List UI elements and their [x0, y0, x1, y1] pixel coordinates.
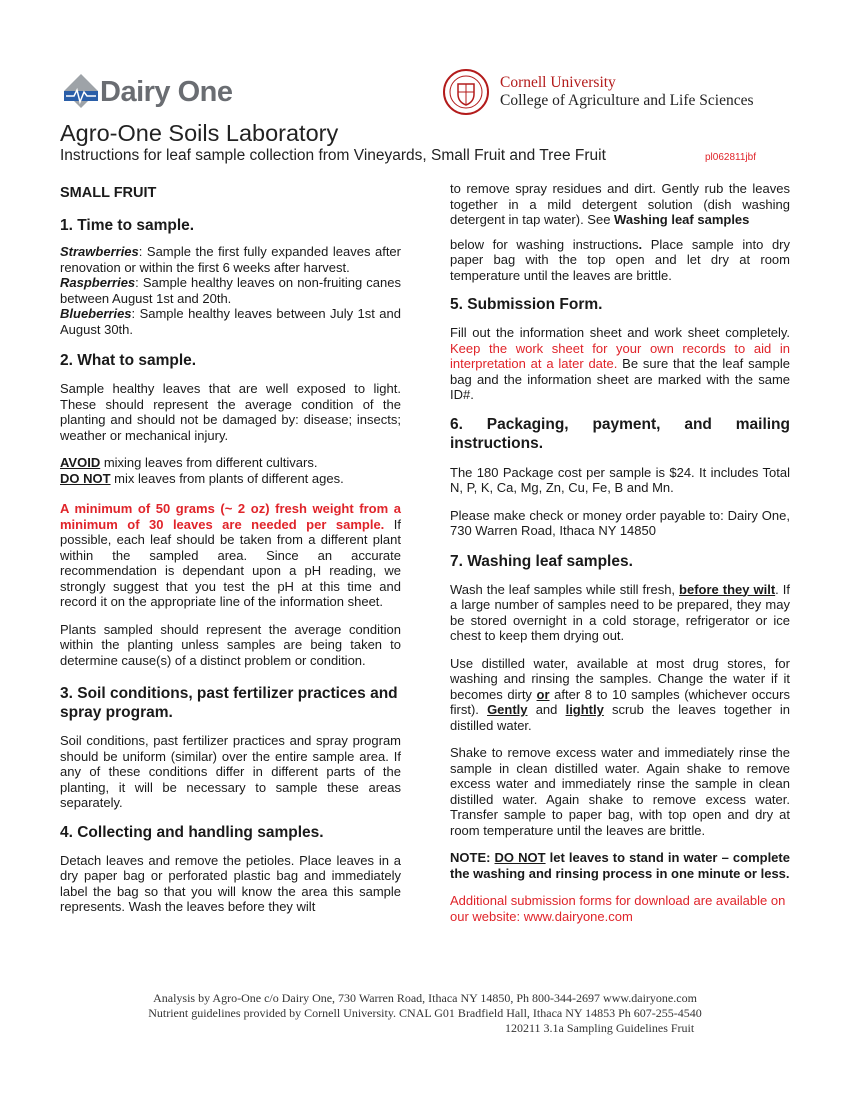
distilled-water-paragraph — [450, 656, 790, 734]
raspberries-paragraph — [60, 275, 401, 306]
payment-paragraph: Please make check or money order payable to: Dairy One, 730 Warren Road, Ithaca NY 14850 — [450, 507, 790, 538]
minimum-sample-text: If possible, each leaf should be taken from a different plant within the sampled area. Since an accurate recommendation is dependant upon a pH reading, we strongly suggest that you test the pH at this time and record it on the appropriate line of the information sheet. — [60, 516, 401, 609]
footer-line-1: Analysis by Agro-One c/o Dairy One, 730 Warren Road, Ithaca NY 14850, Ph 800-344-2697 www.dairyone.com — [153, 991, 697, 1005]
document-id: pl062811jbf — [705, 152, 756, 163]
footer-line-3: 120211 3.1a Sampling Guidelines Fruit — [505, 1021, 695, 1035]
blueberries-paragraph — [60, 306, 401, 337]
additional-forms-note: Additional submission forms for download are available on our website: www.dairyone.com — [450, 893, 786, 924]
heading-soil-conditions: 3. Soil conditions, past fertilizer practices and spray program. — [60, 685, 398, 721]
washing-reference: Washing leaf samples — [614, 212, 750, 227]
before-they-wilt: before they wilt — [679, 581, 776, 597]
note-label: NOTE: — [450, 850, 495, 865]
package-cost-paragraph: The 180 Package cost per sample is $24. It includes Total N, P, K, Ca, Mg, Zn, Cu, Fe, B and Mn. — [450, 464, 790, 495]
blueberries-label: Blueberries — [60, 306, 132, 321]
heading-packaging: 6. Packaging, payment, and mailing instructions. — [450, 415, 790, 452]
heading-time-to-sample: 1. Time to sample. — [60, 217, 195, 234]
strawberries-label: Strawberries — [60, 244, 139, 259]
collecting-samples-paragraph: Detach leaves and remove the petioles. Place leaves in a dry paper bag or perforated plastic bag and immediately label the bag so that you will know the area this sample represents. Wash the leaves before they wilt — [60, 852, 401, 914]
rinse-paragraph: Shake to remove excess water and immediately rinse the sample in clean distilled water. Again shake to remove excess water and immediately rinse the sample in clean distilled water. Again shake to remove excess water. Transfer sample to paper bag, with top open and dry at room temperature until the leaves are brittle. — [450, 745, 790, 838]
heading-collecting-samples: 4. Collecting and handling samples. — [60, 823, 324, 841]
raspberries-label: Raspberries — [60, 275, 136, 290]
soil-conditions-paragraph: Soil conditions, past fertilizer practices and spray program should be uniform (similar) over the entire sample area. If any of these conditions differ in different parts of the planting, it will be necessary to sample these areas separately. — [60, 733, 401, 810]
dairy-one-logo-text: Dairy One — [100, 76, 233, 108]
page-subtitle: Instructions for leaf sample collection from Vineyards, Small Fruit and Tree Fruit — [60, 147, 606, 164]
distilled-text-b: after 8 to 10 samples (whichever occurs first). — [450, 686, 790, 717]
dry-sample-text-b: Place sample into dry paper bag with the top open and let dry at room temperature until the leaves are brittle. — [450, 236, 790, 283]
wash-fresh-paragraph — [450, 582, 790, 644]
right-column — [450, 181, 790, 924]
washing-continued-paragraph — [450, 181, 790, 228]
do-not-text: mix leaves from plants of different ages. — [110, 470, 344, 486]
gently-emphasis: Gently — [487, 702, 528, 717]
page-title: Agro-One Soils Laboratory — [60, 120, 339, 146]
wash-fresh-text-a: Wash the leaf samples while still fresh, — [450, 581, 680, 597]
cornell-university-name: Cornell University — [500, 74, 616, 91]
dairy-one-diamond-icon — [64, 74, 98, 108]
or-emphasis: or — [536, 686, 550, 702]
submission-text-a: Fill out the information sheet and work sheet completely. — [450, 325, 790, 340]
dry-sample-paragraph — [450, 237, 790, 284]
minimum-sample-paragraph — [60, 501, 401, 610]
blueberries-text: : Sample healthy leaves between July 1st and August 30th. — [60, 306, 401, 337]
plants-sampled-paragraph: Plants sampled should represent the average condition within the planting unless samples are being taken to determine cause(s) of a distinct problem or condition. — [60, 621, 401, 668]
footer-line-2: Nutrient guidelines provided by Cornell University. CNAL G01 Bradfield Hall, Ithaca NY 14853 Ph 607-255-4540 — [148, 1006, 702, 1020]
avoid-label: AVOID — [60, 455, 101, 470]
note-paragraph — [450, 850, 790, 881]
raspberries-text: : Sample healthy leaves on non-fruiting canes between August 1st and 20th. — [60, 275, 401, 306]
distilled-text-c: scrub the leaves together in distilled water. — [450, 702, 790, 733]
submission-text-b: Be sure that the leaf sample bag and the information sheet are marked with the same ID#. — [450, 356, 791, 402]
heading-washing-samples: 7. Washing leaf samples. — [450, 552, 633, 570]
do-not-line — [60, 471, 401, 487]
avoid-text: mixing leaves from different cultivars. — [100, 455, 318, 470]
note-text: let leaves to stand in water – complete the washing and rinsing process in one minute or less. — [450, 850, 790, 881]
cornell-seal-icon — [442, 68, 490, 116]
submission-form-paragraph — [450, 325, 790, 403]
distilled-text-and: and — [527, 702, 566, 717]
washing-continued-text: to remove spray residues and dirt. Gently rub the leaves together in a mild detergent solution (dish washing detergent in tap water). See — [450, 181, 790, 227]
do-not-label: DO NOT — [60, 470, 111, 486]
distilled-text-a: Use distilled water, available at most drug stores, for washing and rinsing the samples. Change the water if it becomes dirty — [450, 655, 790, 702]
heading-what-to-sample: 2. What to sample. — [60, 352, 197, 369]
heading-submission-form: 5. Submission Form. — [450, 296, 603, 313]
note-do-not: DO NOT — [494, 850, 546, 865]
left-column — [60, 184, 401, 915]
avoid-line — [60, 455, 401, 471]
wash-fresh-text-b: . If a large number of samples need to be prepared, they may be stored overnight in a cold storage, refrigerator or ice chest to keep them drying out. — [450, 581, 790, 643]
section-title: SMALL FRUIT — [60, 185, 157, 201]
strawberries-text: : Sample the first fully expanded leaves after renovation or within the first 6 weeks after harvest. — [60, 244, 401, 275]
dry-sample-text-a: below for washing instructions — [450, 236, 639, 252]
cornell-college-name: College of Agriculture and Life Sciences — [500, 92, 754, 109]
strawberries-paragraph — [60, 244, 401, 275]
minimum-sample-warning: A minimum of 50 grams (~ 2 oz) fresh weight from a minimum of 30 leaves are needed per sample. — [60, 501, 401, 532]
dry-sample-dot: . — [638, 236, 643, 252]
what-to-sample-paragraph: Sample healthy leaves that are well exposed to light. These should represent the average condition of the planting and should not be damaged by: disease; insects; weather or mechanical injury. — [60, 381, 401, 443]
submission-warning: Keep the work sheet for your own records to aid in interpretation at a later date. — [450, 340, 790, 371]
lightly-emphasis: lightly — [565, 702, 604, 717]
